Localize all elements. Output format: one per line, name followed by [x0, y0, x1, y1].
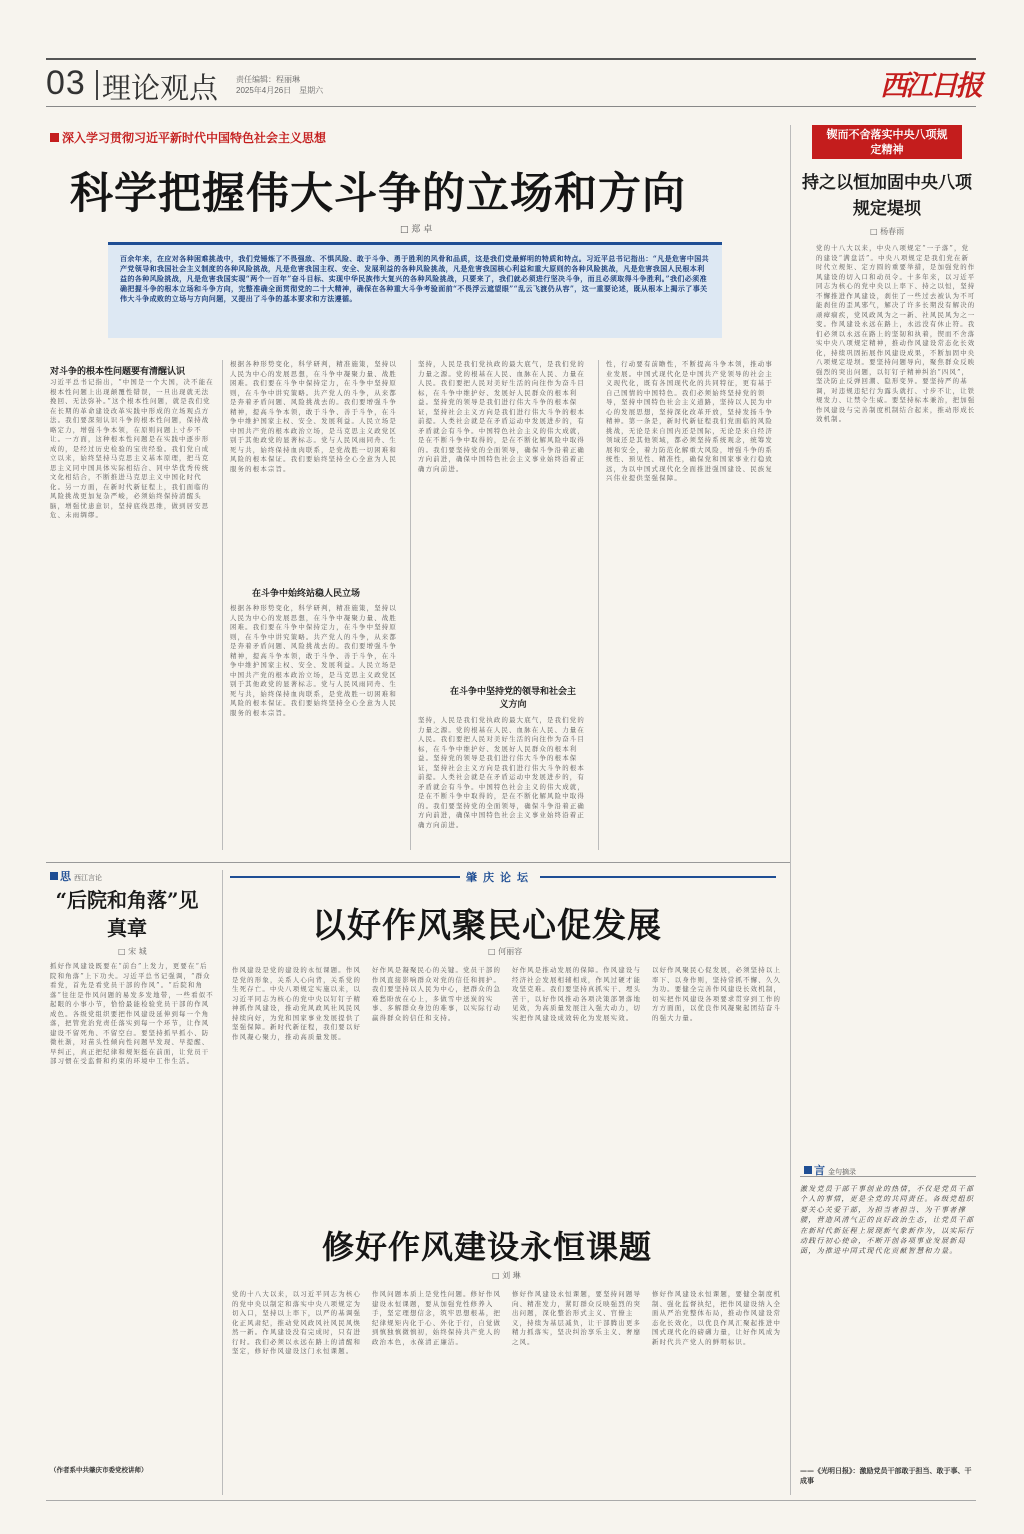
column-rule: [598, 360, 599, 850]
lower-left-byline: □ 宋 城: [118, 947, 147, 956]
lower-left-kicker-label: 西江言论: [74, 874, 102, 882]
lower-left-kicker: [50, 868, 102, 884]
quote-source: ——《光明日报》：激励党员干部敢于担当、敢于事、干成事: [800, 1466, 972, 1485]
article1-title: 以好作风聚民心促发展: [312, 906, 662, 946]
kicker-square-icon: [50, 133, 59, 142]
main-column-3b: 坚持，人民是我们党执政的最大底气，是我们党的力量之源。党的根基在人民、血脉在人民、力量在人民。我们要把人民对美好生活的向往作为奋斗目标，在斗争中维护好、发展好人民群众的根本利益。坚持党的领导是我们进行伟大斗争的根本保证，坚持社会主义方向是我们进行伟大斗争的根本前提。人类社会就是在矛盾运动中发展进步的，有矛盾就会有斗争。中国特色社会主义的伟大成就，是在不断斗争中取得的，是在不断化解风险中取得的。我们要坚持党的全面领导，确保斗争沿着正确方向前进，确保中国特色社会主义事业始终沿着正确方向前进。: [418, 716, 585, 829]
lower-left-title: “后院和角落”见真章: [55, 888, 199, 940]
bottom-rule: [46, 1500, 976, 1501]
main-column-1: 习近平总书记指出，“中国是一个大国，决不能在根本性问题上出现颠覆性错误，一旦出现就无法挽回、无法弥补。”这个根本性问题，就是我们党在长期的革命建设改革实践中形成的立场观点方法。我们要深刻认识斗争的根本性问题，保持战略定力，增强斗争本领，在原则问题上寸步不让。一方面，这种根本性问题是在实践中逐步形成的，是经过历史检验的宝贵经验。我们党自成立以来，始终坚持马克思主义基本原理，把马克思主义同中国具体实际相结合、同中华优秀传统文化相结合，不断推进马克思主义中国化时代化。另一方面，在新时代新征程上，我们面临的风险挑战更加复杂严峻，必须始终保持清醒头脑，增强忧患意识，坚持底线思维，做到居安思危、未雨绸缪。: [50, 378, 214, 519]
article2-column-3: 修好作风建设永恒课题，要坚持问题导向、精准发力，紧盯群众反映强烈的突出问题，深化整治形式主义、官僚主义，持续为基层减负，让干部腾出更多精力抓落实，坚决纠治享乐主义、奢靡之风。: [512, 1290, 642, 1346]
article2-column-2: 作风问题本质上是党性问题。修好作风建设永恒课题，要从加强党性修养入手，坚定理想信念，筑牢思想根基，把纪律规矩内化于心、外化于行，自觉做到慎独慎微慎初，始终保持共产党人的政治本色，永葆清正廉洁。: [372, 1290, 502, 1346]
quote-kicker-label: 金句摘录: [828, 1168, 856, 1176]
subhead-1: 对斗争的根本性问题要有清醒认识: [50, 367, 186, 377]
main-column-3a: 坚持，人民是我们党执政的最大底气，是我们党的力量之源。党的根基在人民、血脉在人民、力量在人民。我们要把人民对美好生活的向往作为奋斗目标，在斗争中维护好、发展好人民群众的根本利益。坚持党的领导是我们进行伟大斗争的根本保证，坚持社会主义方向是我们进行伟大斗争的根本前提。人类社会就是在矛盾运动中发展进步的，有矛盾就会有斗争。中国特色社会主义的伟大成就，是在不断斗争中取得的，是在不断化解风险中取得的。我们要坚持党的全面领导，确保斗争沿着正确方向前进，确保中国特色社会主义事业始终沿着正确方向前进。: [418, 360, 585, 473]
forum-divider: [230, 870, 776, 884]
masthead-logo: 西江日报: [880, 69, 981, 102]
article1-byline: □ 何丽容: [488, 947, 523, 956]
section-rule: [46, 862, 790, 863]
forum-label: 肇庆论坛: [460, 869, 540, 885]
quote-text: 激发党员干部干事创业的热情，不仅是党员干部个人的事情，更是全党的共同责任。各级党组织要关心关爱干部，为担当者担当、为干事者撑腰，营造风清气正的良好政治生态，让党员干部在新时代新征程上展现新气象新作为，以实际行动践行初心使命，不断开创各项事业发展新局面，为推进中国式现代化贡献智慧和力量。: [800, 1185, 975, 1256]
right-byline: □ 杨春雨: [870, 227, 905, 236]
kicker-square-icon: [50, 872, 58, 880]
article1-column-4: 以好作风聚民心促发展，必须坚持以上率下、以身作则，坚持常抓不懈、久久为功。要健全完善作风建设长效机制，切实把作风建设各项要求贯穿到工作的方方面面，以优良作风凝聚起团结奋斗的强大力量。: [652, 966, 782, 1022]
right-column-rule: [790, 125, 791, 1495]
article1-column-3: 好作风是推动发展的保障。作风建设与经济社会发展相辅相成，作风过硬才能攻坚克难。我们要坚持真抓实干、埋头苦干，以好作风推动各项决策部署落地见效，为高质量发展注入强大动力，切实把作风建设成效转化为发展实效。: [512, 966, 642, 1022]
main-headline: 科学把握伟大斗争的立场和方向: [70, 169, 686, 219]
quote-kicker: [804, 1162, 856, 1178]
main-column-2a: 根据各种形势变化，科学研判，精准施策，坚持以人民为中心的发展思想，在斗争中凝聚力量、战胜困难。我们要在斗争中保持定力，在斗争中坚持原则，在斗争中讲究策略。共产党人的斗争，从来都是奔着矛盾问题、风险挑战去的。我们要增强斗争精神，提高斗争本领，敢于斗争、善于斗争，在斗争中维护国家主权、安全、发展利益。人民立场是中国共产党的根本政治立场，是马克思主义政党区别于其他政党的显著标志。党与人民风雨同舟、生死与共，始终保持血肉联系，是党战胜一切困难和风险的根本保证。我们要始终坚持全心全意为人民服务的根本宗旨。: [230, 360, 397, 473]
section-title: 理论观点: [102, 71, 219, 105]
main-byline: □ 郑 卓: [400, 225, 433, 235]
column-rule: [222, 360, 223, 850]
meta-date: 2025年4月26日 星期六: [236, 86, 324, 95]
article2-title: 修好作风建设永恒课题: [322, 1228, 653, 1266]
main-column-2b: 根据各种形势变化，科学研判，精准施策，坚持以人民为中心的发展思想，在斗争中凝聚力量、战胜困难。我们要在斗争中保持定力，在斗争中坚持原则，在斗争中讲究策略。共产党人的斗争，从来都是奔着矛盾问题、风险挑战去的。我们要增强斗争精神，提高斗争本领，敢于斗争、善于斗争，在斗争中维护国家主权、安全、发展利益。人民立场是中国共产党的根本政治立场，是马克思主义政党区别于其他政党的显著标志。党与人民风雨同舟、生死与共，始终保持血肉联系，是党战胜一切困难和风险的根本保证。我们要始终坚持全心全意为人民服务的根本宗旨。: [230, 604, 397, 717]
subhead-2: 在斗争中始终站稳人民立场: [252, 589, 361, 599]
article1-column-1: 作风建设是党的建设的永恒课题。作风是党的形象，关系人心向背，关系党的生死存亡。中央八项规定实施以来，以习近平同志为核心的党中央以钉钉子精神抓作风建设，推动党风政风社风民风持续向好，为党和国家事业发展提供了坚强保障。新时代新征程，我们要以好作风凝心聚力，推动高质量发展。: [232, 966, 362, 1041]
lower-left-note: （作者系中共肇庆市委党校讲师）: [50, 1466, 148, 1474]
main-kicker: [50, 129, 326, 146]
right-banner: [812, 125, 962, 159]
header-divider: [96, 70, 98, 100]
subhead-3: 在斗争中坚持党的领导和社会主义方向: [449, 687, 576, 710]
lower-left-kicker-text: 思: [60, 870, 71, 883]
main-kicker-text: 深入学习贯彻习近平新时代中国特色社会主义思想: [62, 131, 327, 145]
article2-column-4: 修好作风建设永恒课题，要健全制度机制、强化监督执纪，把作风建设纳入全面从严治党整体布局，推动作风建设常态化长效化，以优良作风汇聚起推进中国式现代化的磅礴力量，让好作风成为新时代共产党人的鲜明标识。: [652, 1290, 782, 1346]
right-body: 党的十八大以来，中央八项规定“一子落”，党的建设“满盘活”。中央八项规定是我们党在新时代立规矩、定方圆的重要举措，是加强党的作风建设的切入口和动员令。十多年来，以习近平同志为核心的党中央以上率下、持之以恒，坚持不懈推进作风建设，刹住了一些过去被认为不可能刹住的歪风邪气，解决了许多长期没有解决的顽瘴痼疾，党风政风为之一新、社风民风为之一变。作风建设永远在路上，永远没有休止符。我们必须以永远在路上的坚韧和执着，锲而不舍落实中央八项规定精神，推动作风建设常态化长效化，持续巩固拓展作风建设成果，不断加固中央八项规定堤坝。要坚持问题导向，聚焦群众反映强烈的突出问题，以钉钉子精神纠治“四风”，坚决防止反弹回潮、隐形变异。要坚持严的基调，对违规违纪行为露头就打、寸步不让，让铁规发力、让禁令生威。要坚持标本兼治，把加强作风建设与完善制度机制结合起来，推动形成长效机制。: [816, 244, 976, 423]
article2-column-1: 党的十八大以来，以习近平同志为核心的党中央以制定和落实中央八项规定为切入口，坚持以上率下，以严的基调强化正风肃纪，推动党风政风社风民风焕然一新。作风建设没有完成时，只有进行时。我们必须以永远在路上的清醒和坚定，修好作风建设这门永恒课题。: [232, 1290, 362, 1355]
main-column-4: 性，行动要有前瞻性，不断提高斗争本领，推动事业发展。中国式现代化是中国共产党领导的社会主义现代化，既有各国现代化的共同特征，更有基于自己国情的中国特色。我们必须始终坚持党的领导，坚持中国特色社会主义道路，坚持以人民为中心的发展思想，坚持深化改革开放，坚持发扬斗争精神。第一条是，新时代新征程我们党面临的风险挑战，无论是来自国内还是国际，无论是来自经济领域还是其他领域，都必须坚持系统观念，统筹发展和安全，着力防范化解重大风险，增强斗争的系统性、预见性、精准性，确保党和国家事业行稳致远，为以中国式现代化全面推进强国建设、民族复兴伟业提供坚强保障。: [606, 360, 773, 482]
header-rule: [46, 106, 976, 107]
right-title: 持之以恒加固中央八项规定堤坝: [802, 173, 972, 219]
meta-editor: 责任编辑：程丽琳: [236, 75, 300, 84]
lower-left-body: 抓好作风建设既要在“前台”上发力，更要在“后院和角落”上下功夫。习近平总书记强调，“群众看党，首先是看党员干部的作风”。“后院和角落”往往是作风问题的易发多发地带，一些看似不起眼的小事小节，恰恰最能检验党员干部的作风成色。各级党组织要把作风建设延伸到每一个角落，把管党治党责任落实到每一个环节，让作风建设不留死角、不留空白。要坚持抓早抓小、防微杜渐，对苗头性倾向性问题早发现、早提醒、早纠正，真正把纪律和规矩挺在前面，让党员干部习惯在受监督和约束的环境中工作生活。: [50, 962, 214, 1065]
article1-column-2: 好作风是凝聚民心的关键。党员干部的作风直接影响群众对党的信任和拥护。我们要坚持以人民为中心，把群众的急难愁盼放在心上，多做雪中送炭的实事、多解群众身边的难事，以实际行动赢得群众的信任和支持。: [372, 966, 502, 1022]
right-banner-text: 锲而不舍落实中央八项规定精神: [826, 128, 948, 156]
quote-box: [800, 1184, 978, 1486]
quote-kicker-text: 言: [814, 1164, 825, 1177]
abstract-text: 百余年来，在应对各种困难挑战中，我们党锤炼了不畏强敌、不惧风险、敢于斗争、勇于胜利的风骨和品质，这是我们党最鲜明的特质和特点。习近平总书记指出：“凡是危害中国共产党领导和我国社会主义制度的各种风险挑战，凡是危害我国主权、安全、发展利益的各种风险挑战，凡是危害我国核心利益和重大原则的各种风险挑战，凡是危害我国人民根本利益的各种风险挑战，凡是危害我国实现“两个一百年”奋斗目标、实现中华民族伟大复兴的各种风险挑战，只要来了，我们就必须进行坚决斗争，而且必须取得斗争胜利。”我们必须准确把握斗争的根本立场和斗争方向，完整准确全面贯彻党的二十大精神，确保在各种重大斗争考验面前“不畏浮云遮望眼”“乱云飞渡仍从容”，这一重要论述，既从根本上揭示了事关伟大斗争成败的立场与方向问题，又提出了斗争的基本要求和方法遵循。: [120, 254, 710, 303]
top-rule: [46, 58, 976, 60]
column-rule: [222, 870, 223, 1495]
column-rule: [410, 360, 411, 850]
article2-byline: □ 刘 琳: [492, 1271, 521, 1280]
header-meta: [236, 74, 323, 96]
main-abstract: [108, 242, 722, 338]
page-number: 03: [46, 64, 86, 102]
kicker-square-icon: [804, 1166, 812, 1174]
